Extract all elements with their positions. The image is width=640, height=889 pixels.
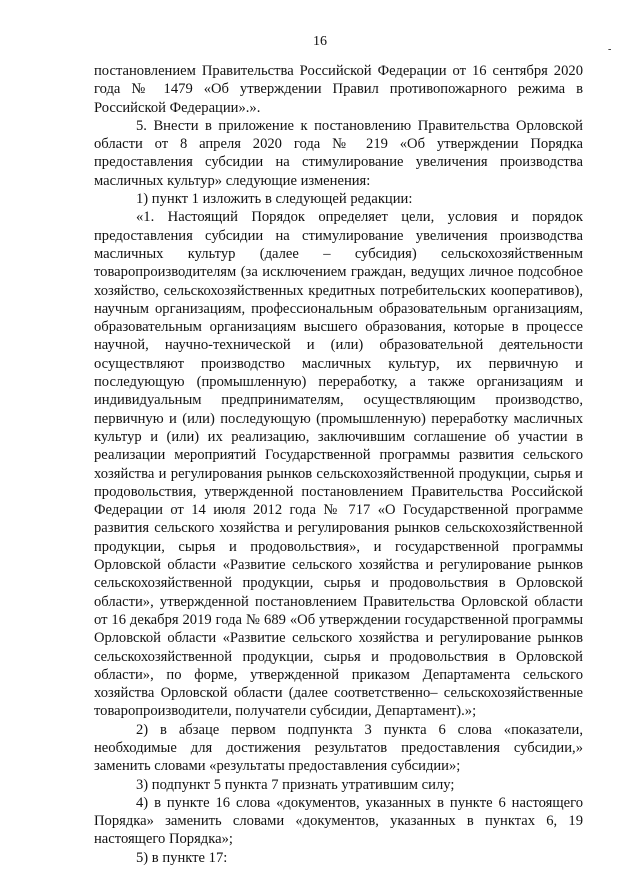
document-body (94, 62, 583, 867)
paragraph-subitem-3: 3) подпункт 5 пункта 7 признать утратившим силу; (136, 776, 455, 793)
paragraph-subitem-1: 1) пункт 1 изложить в следующей редакции: (136, 191, 413, 208)
paragraph-subitem-4: 4) в пункте 16 слова «документов, указанных в пункте 6 настоящего Порядка» заменить словами «документов, указанных в пунктах 6, 19 настоящего Порядка»; (94, 794, 583, 848)
paragraph-item-5: 5. Внести в приложение к постановлению Правительства Орловской области от 8 апреля 2020 года № 219 «Об утверждении Порядка предоставления субсидии на стимулирование увеличения производства масличных культур» следующие изменения: (94, 117, 583, 189)
paragraph-subitem-2: 2) в абзаце первом подпункта 3 пункта 6 слова «показатели, необходимые для достижения результатов предоставления субсидии,» заменить словами «результаты предоставления субсидии»; (94, 721, 583, 775)
margin-mark: - (608, 44, 612, 55)
paragraph-continuation: постановлением Правительства Российской Федерации от 16 сентября 2020 года № 1479 «Об утверждении Правил противопожарного режима в Российской Федерации».». (94, 63, 583, 116)
paragraph-quoted-item-1: «1. Настоящий Порядок определяет цели, условия и порядок предоставления субсидии на стимулирование увеличения производства масличных культур (далее – субсидия) сельскохозяйственным товаропроизводителям (за исключением граждан, ведущих личное подсобное хозяйство, сельскохозяйственных кредитных потребительских кооперативов), научным организациям, профессиональным образовательным организациям, образовательным организациям высшего образования, которые в процессе научной, научно-технической и (или) образовательной деятельности осуществляют производство масличных культур, их первичную и последующую (промышленную) переработку, а также организациям и индивидуальным предпринимателям, осуществляющим производство, первичную и (или) последующую (промышленную) переработку масличных культур и (или) их реализацию, заключившим соглашение об участии в реализации мероприятий Государственной программы развития сельского хозяйства и регулирования рынков сельскохозяйственной продукции, сырья и продовольствия, утвержденной постановлением Правительства Российской Федерации от 14 июля 2012 года № 717 «О Государственной программе развития сельского хозяйства и регулирования рынков сельскохозяйственной продукции, сырья и продовольствия», и государственной программы Орловской области «Развитие сельского хозяйства и регулирование рынков сельскохозяйственной продукции, сырья и продовольствия в Орловской области», утвержденной постановлением Правительства Орловской области от 16 декабря 2019 года № 689 «Об утверждении государственной программы Орловской области «Развитие сельского хозяйства и регулирование рынков сельскохозяйственной продукции, сырья и продовольствия в Орловской области», по форме, утвержденной приказом Департамента сельского хозяйства Орловской области (далее соответственно– сельскохозяйственные товаропроизводители, получатели субсидии, Департамент).»; (94, 209, 583, 720)
paragraph-subitem-5: 5) в пункте 17: (136, 849, 228, 866)
page-number: 16 (313, 34, 327, 49)
